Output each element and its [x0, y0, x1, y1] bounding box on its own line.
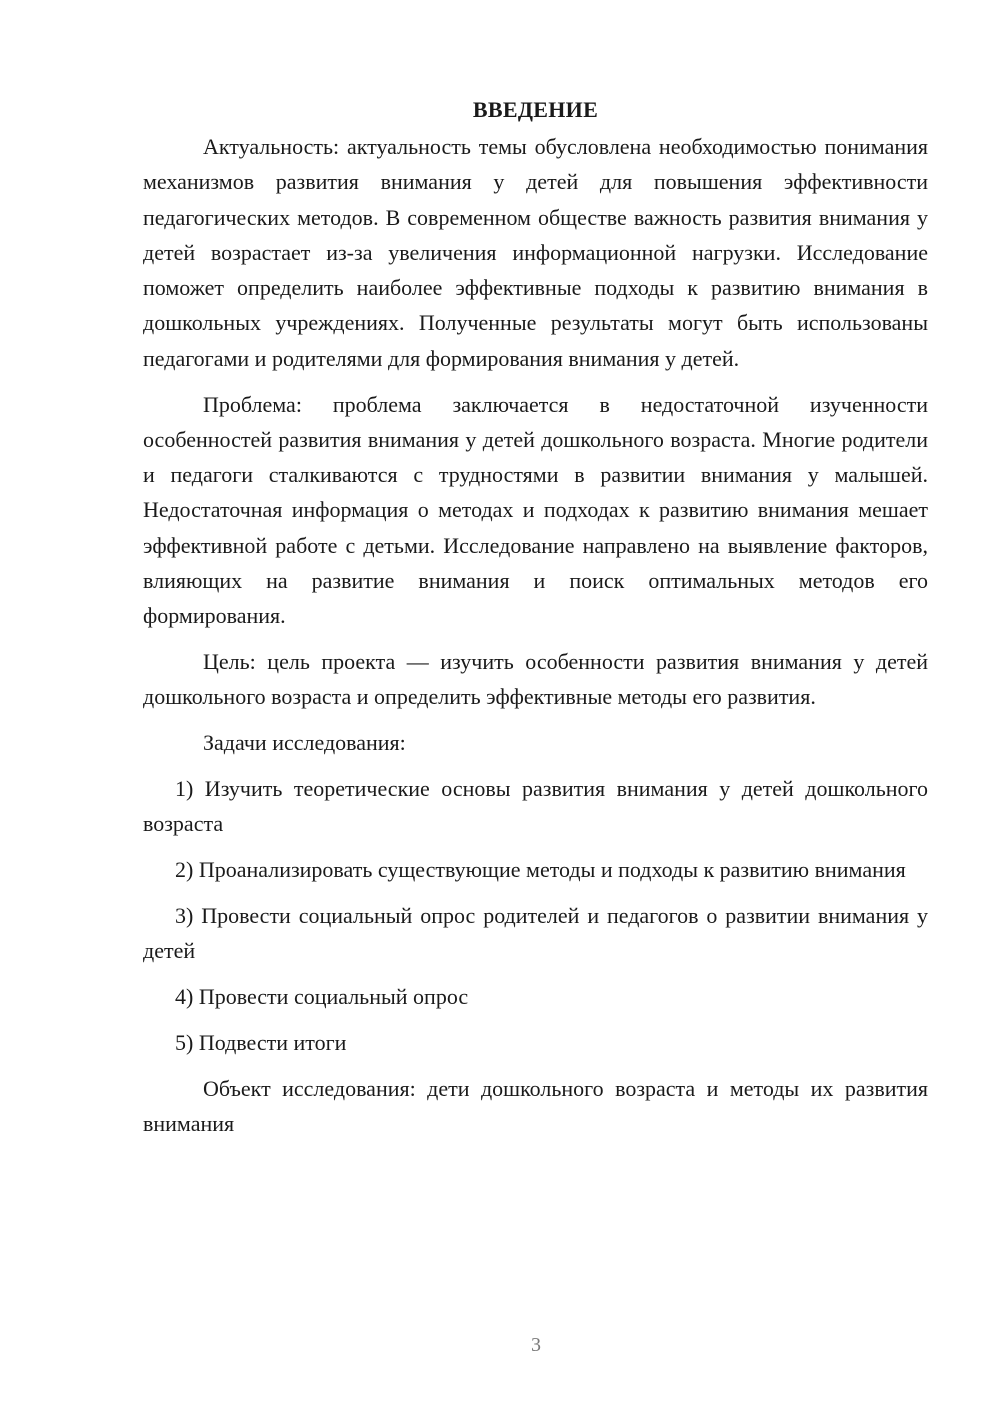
task-item-2: 2) Проанализировать существующие методы и подходы к развитию внимания: [175, 857, 906, 883]
section-heading: ВВЕДЕНИЕ: [472, 97, 599, 122]
goal-paragraph: Цель: цель проекта — изучить особенности развития внимания у детей дошкольного возраста и определить эффективные методы его развития.: [143, 649, 928, 710]
page-content: [143, 92, 928, 1152]
task-item-1: 1) Изучить теоретические основы развития внимания у детей дошкольного возраста: [143, 776, 928, 837]
task-item-3: 3) Провести социальный опрос родителей и педагогов о развитии внимания у детей: [143, 902, 928, 964]
page-number: 3: [531, 1334, 541, 1356]
relevance-paragraph: Актуальность: актуальность темы обусловлена необходимостью понимания механизмов развития внимания у детей для повышения эффективности педагогических методов. В современном обществе важность развития внимания у детей возрастает из-за увеличения информационной нагрузки. Исследование поможет определить наиболее эффективные подходы к развитию внимания в дошкольных учреждениях. Полученные результаты могут быть использованы педагогами и родителями для формирования внимания у детей.: [143, 134, 928, 371]
task-item-5: 5) Подвести итоги: [175, 1029, 347, 1055]
problem-paragraph: Проблема: проблема заключается в недостаточной изученности особенностей развития внимания у детей дошкольного возраста. Многие родители и педагоги сталкиваются с трудностями в развитии внимания у малышей. Недостаточная информация о методах и подходах к развитию внимания мешает эффективной работе с детьми. Исследование направлено на выявление факторов, влияющих на развитие внимания и поиск оптимальных методов его формирования.: [143, 391, 928, 629]
object-paragraph: Объект исследования: дети дошкольного возраста и методы их развития внимания: [143, 1075, 928, 1136]
tasks-intro: Задачи исследования:: [203, 730, 406, 756]
task-item-4: 4) Провести социальный опрос: [175, 984, 469, 1010]
